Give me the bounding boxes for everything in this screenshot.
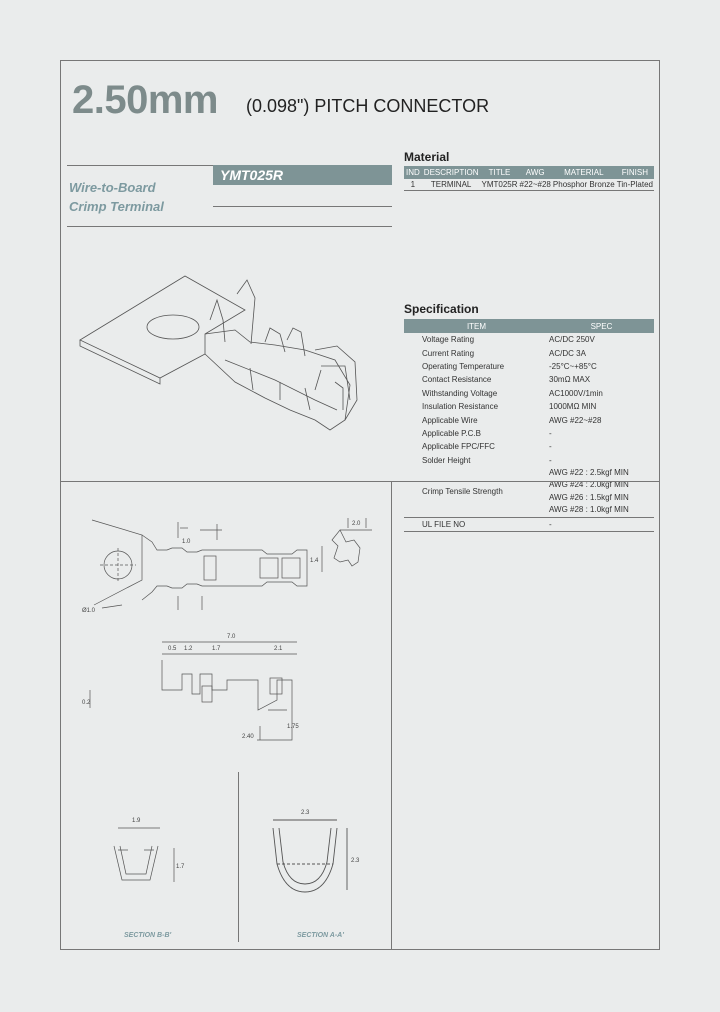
specification-heading: Specification (404, 302, 479, 316)
material-cell: TERMINAL (422, 179, 481, 191)
table-row (404, 373, 654, 386)
pitch-size-title: 2.50mm (72, 78, 218, 122)
dim-section-b-height: 1.7 (176, 864, 185, 870)
crimp-spec-awg28: AWG #28 : 1.0kgf MIN (549, 505, 629, 515)
table-row (404, 346, 654, 359)
spec-item: Insulation Resistance (422, 402, 499, 412)
dim-section-a-height: 2.3 (351, 858, 360, 864)
spec-value: 30mΩ MAX (549, 375, 591, 385)
table-row (404, 400, 654, 413)
crimp-spec-awg26: AWG #26 : 1.5kgf MIN (549, 492, 629, 502)
spec-value: - (549, 442, 552, 452)
frame-divider-v (391, 481, 392, 950)
spec-item: Contact Resistance (422, 375, 492, 385)
table-row (404, 440, 654, 453)
material-col-title: TITLE (480, 166, 518, 179)
model-rule (213, 206, 392, 207)
table-row (404, 517, 654, 531)
table-row (404, 179, 654, 191)
dim-side-c: 1.7 (212, 646, 221, 652)
spec-value: - (549, 455, 552, 465)
spec-item: Applicable Wire (422, 415, 478, 425)
spec-value: - (549, 428, 552, 438)
material-col-awg: AWG (519, 166, 552, 179)
spec-item: Applicable FPC/FFC (422, 442, 495, 452)
model-number: YMT025R (220, 167, 284, 183)
dim-side-b: 1.2 (184, 646, 193, 652)
material-cell: YMT025R (481, 180, 518, 189)
dim-side-g: 0.2 (82, 700, 91, 706)
dim-side-a: 0.5 (168, 646, 177, 652)
table-row (404, 427, 654, 440)
spec-value: AC/DC 250V (549, 335, 595, 345)
spec-value: AC1000V/1min (549, 388, 603, 398)
spec-item-crimp: Crimp Tensile Strength (422, 487, 503, 497)
spec-item: Applicable P.C.B (422, 428, 481, 438)
spec-col-spec: SPEC (549, 319, 654, 333)
spec-value: 1000MΩ MIN (549, 402, 597, 412)
dim-label: 1.0 (182, 539, 191, 545)
dim-side-f: 1.75 (287, 724, 299, 730)
dim-section-a-width: 2.3 (301, 810, 310, 816)
spec-value: -25°C~+85°C (549, 361, 597, 371)
section-b-drawing (100, 810, 210, 920)
dim-label: Ø1.0 (82, 608, 96, 614)
category-rule-bottom (67, 226, 392, 227)
table-row (404, 333, 654, 346)
spec-item: Current Rating (422, 348, 475, 358)
spec-item: Solder Height (422, 455, 471, 465)
spec-item: Operating Temperature (422, 361, 505, 371)
section-b-caption: SECTION B-B' (124, 932, 172, 939)
table-row (404, 454, 654, 467)
material-col-finish: FINISH (616, 166, 654, 179)
material-table (404, 166, 654, 191)
crimp-spec-awg24: AWG #24 : 2.0kgf MIN (549, 480, 629, 490)
section-a-drawing (255, 800, 375, 910)
spec-value: AWG #22~#28 (549, 415, 602, 425)
material-cell: Tin-Plated (616, 180, 653, 189)
material-heading: Material (404, 150, 450, 164)
table-row (404, 467, 654, 517)
material-cell: 1 (404, 179, 422, 191)
table-row (404, 387, 654, 400)
material-col-ind: IND (406, 168, 420, 177)
crimp-spec-awg22: AWG #22 : 2.5kgf MIN (549, 467, 629, 477)
dim-total-length: 7.0 (227, 634, 236, 640)
category-line1: Wire-to-Board (69, 180, 156, 195)
material-cell: Phosphor Bronze (552, 180, 615, 189)
spec-item: Voltage Rating (422, 335, 475, 345)
category-line2: Crimp Terminal (69, 199, 164, 214)
section-a-caption: SECTION A-A' (297, 932, 344, 939)
spec-value: AC/DC 3A (549, 348, 586, 358)
table-row (404, 360, 654, 373)
dim-side-d: 2.1 (274, 646, 283, 652)
material-col-description: DESCRIPTION (422, 166, 481, 179)
spec-value-ul: - (549, 517, 654, 531)
specification-table (404, 319, 654, 532)
section-divider-v (238, 772, 239, 942)
spec-value-crimp (549, 467, 654, 517)
dim-section-b-width: 1.9 (132, 818, 141, 824)
material-col-material: MATERIAL (552, 166, 616, 179)
terminal-top-view-drawing (82, 510, 382, 620)
terminal-side-view-drawing (82, 630, 322, 750)
frame-divider-h (60, 481, 660, 482)
table-row (404, 413, 654, 426)
material-cell: #22~#28 (519, 180, 551, 189)
dim-side-e: 2.40 (242, 734, 254, 740)
spec-item: Withstanding Voltage (422, 388, 498, 398)
dim-top-width: 2.0 (352, 521, 361, 527)
pitch-connector-title: (0.098") PITCH CONNECTOR (246, 96, 490, 116)
spec-item-ul: UL FILE NO (404, 517, 549, 531)
dim-top-height: 1.4 (310, 558, 319, 564)
terminal-isometric-drawing (75, 270, 375, 470)
spec-col-item: ITEM (404, 319, 549, 333)
